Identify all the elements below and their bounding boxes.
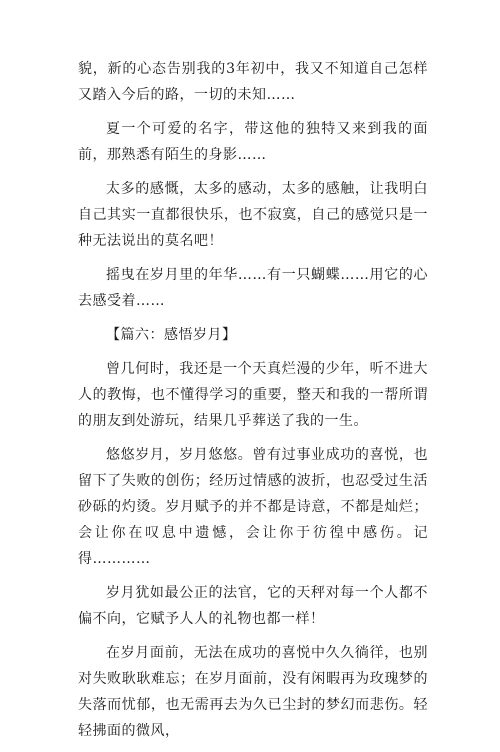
section-heading: 【篇六：感悟岁月】: [106, 327, 237, 343]
paragraph: 夏一个可爱的名字，带这他的独特又来到我的面前，那熟悉有陌生的身影……: [78, 121, 428, 163]
document-body: [78, 56, 428, 752]
paragraph: 悠悠岁月，岁月悠悠。曾有过事业成功的喜悦，也留下了失败的创伤；经历过情感的波折，也忍受过生活砂砾的灼烫。岁月赋予的并不都是诗意，不都是灿烂；会让你在叹息中遗憾，会让你于彷徨中感伤。记得…………: [78, 447, 428, 567]
paragraph: 岁月犹如最公正的法官，它的天秤对每一个人都不偏不向，它赋予人人的礼物也都一样！: [78, 585, 428, 627]
paragraph: 摇曳在岁月里的年华……有一只蝴蝶……用它的心去感受着……: [78, 267, 428, 309]
paragraph: 在岁月面前，无法在成功的喜悦中久久徜徉，也别对失败耿耿难忘；在岁月面前，没有闲暇再为玫瑰梦的失落而忧郁，也无需再去为久已尘封的梦幻而悲伤。轻轻拂面的微风，: [78, 645, 428, 739]
paragraph: 太多的感慨，太多的感动，太多的感触，让我明白自己其实一直都很快乐，也不寂寞，自己的感觉只是一种无法说出的莫名吧！: [78, 181, 428, 249]
paragraph: 貌，新的心态告别我的3年初中，我又不知道自己怎样又踏入今后的路，一切的未知……: [78, 61, 428, 103]
paragraph: 曾几何时，我还是一个天真烂漫的少年，听不进大人的教悔，也不懂得学习的重要，整天和我的一帮所谓的朋友到处游玩，结果几乎葬送了我的一生。: [78, 361, 428, 429]
